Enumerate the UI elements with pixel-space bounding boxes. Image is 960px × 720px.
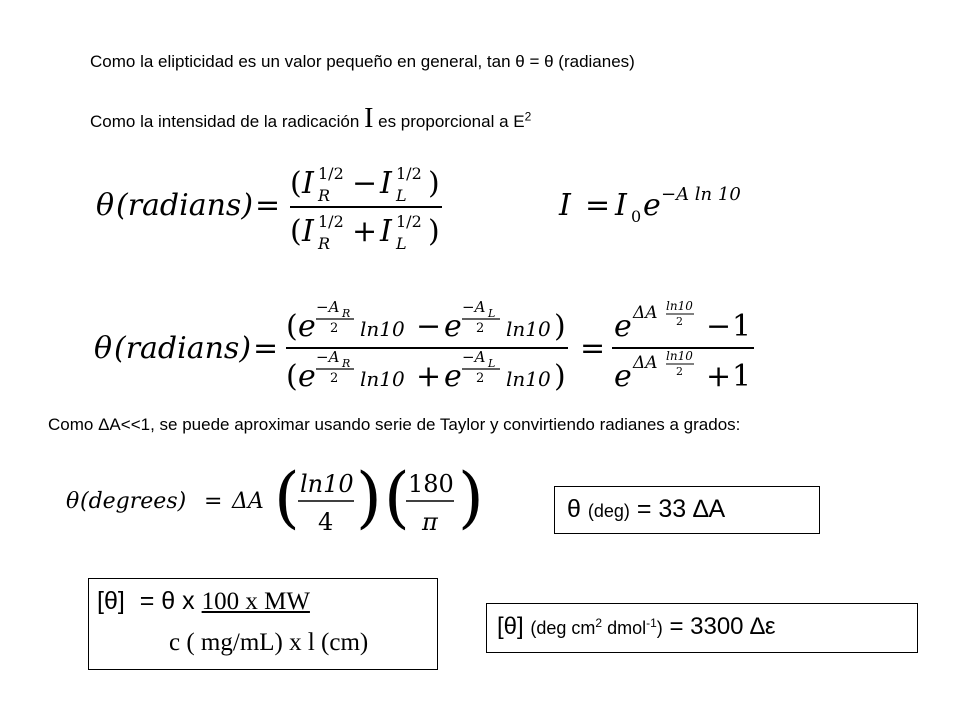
units-box-rest: = 3300 ∆ε (669, 613, 776, 640)
f1-num-R: R (318, 186, 331, 205)
molar-units-box (486, 603, 918, 653)
units-box-unit (530, 618, 662, 638)
f4-degrees: (degrees) (80, 489, 187, 514)
units-box-theta: [θ] (497, 613, 524, 640)
f1-num-I1: I (302, 166, 314, 201)
f3-num-close: ) (554, 309, 566, 344)
f3-theta: θ (94, 331, 113, 366)
f1-den-I1: I (302, 214, 314, 249)
f1-num-half1: 1/2 (318, 164, 344, 183)
f3-r-num-minus: − (706, 309, 732, 344)
f3-den-close: ) (554, 359, 566, 394)
f3-den-ln1: ln10 (360, 367, 405, 391)
f3-r-den-two: 2 (676, 365, 683, 378)
units-unit-pre: (deg cm (530, 618, 596, 638)
f1-den-I2: I (380, 214, 392, 249)
f1-num-I2: I (380, 166, 392, 201)
deg-box-rest: = 33 ∆A (636, 495, 726, 523)
f4-pi: π (422, 508, 438, 536)
units-unit-mid: dmol (602, 618, 647, 638)
f1-den-L: L (396, 234, 407, 253)
f3-den-L: L (488, 357, 496, 370)
f4-paren1-close: ) (356, 459, 382, 536)
f3-den-two2: 2 (476, 371, 485, 386)
units-unit-exp2: -1 (646, 616, 657, 630)
intro-line-intensity (90, 103, 531, 135)
f3-num-AL: −A (462, 298, 486, 316)
units-box-content (497, 613, 776, 641)
intensity-text-post: es proporcional a E (378, 112, 525, 131)
f3-num-ln1: ln10 (360, 317, 405, 341)
f3-den-e2: e (444, 359, 462, 394)
f1-den-open: ( (290, 214, 302, 249)
f3-num-AR: −A (316, 298, 340, 316)
f3-den-AR: −A (316, 348, 340, 366)
f4-paren2-close: ) (458, 459, 484, 536)
f3-r-den-e: e (614, 359, 632, 394)
f3-num-two2: 2 (476, 321, 485, 336)
molar-box-numerator: 100 x MW (201, 588, 310, 615)
f3-equals2: = (580, 331, 606, 366)
intensity-symbol: I (364, 103, 374, 134)
units-unit-exp1: 2 (595, 616, 603, 630)
f3-r-den-plus: + (706, 359, 732, 394)
f3-den-ln2: ln10 (506, 367, 551, 391)
f2-e: e (643, 188, 661, 223)
deg-box-content (567, 495, 725, 524)
f1-den-R: R (318, 234, 331, 253)
f1-num-minus: − (352, 166, 378, 201)
f3-den-e1: e (298, 359, 316, 394)
f3-num-two1: 2 (330, 321, 339, 336)
f3-radians: (radians) (114, 331, 252, 366)
f1-den-half2: 1/2 (396, 212, 422, 231)
f4-theta: θ (66, 489, 80, 514)
f3-r-num-one: 1 (732, 309, 752, 344)
f1-radians: (radians) (116, 188, 254, 223)
deg-box-unit: (deg) (587, 501, 630, 521)
f3-r-num-ln: ln10 (666, 299, 693, 313)
molar-box-denominator: c ( mg/mL) x l (cm) (169, 629, 369, 656)
f3-equals1: = (253, 331, 279, 366)
formula-theta-degrees (62, 458, 492, 548)
f3-num-e1: e (298, 309, 316, 344)
f3-r-den-ln: ln10 (666, 349, 693, 363)
f3-num-e2: e (444, 309, 462, 344)
f3-num-open: ( (286, 309, 298, 344)
f2-equals: = (585, 188, 611, 223)
f3-r-num-e: e (614, 309, 632, 344)
intensity-exponent: 2 (524, 109, 532, 124)
f1-num-L: L (396, 186, 407, 205)
formula-theta-absorbance (88, 290, 778, 400)
intensity-text-pre: Como la intensidad de la radicación (90, 112, 360, 131)
f1-theta: θ (96, 188, 115, 223)
f3-den-two1: 2 (330, 371, 339, 386)
f4-equals: = (204, 489, 223, 514)
f3-den-open: ( (286, 359, 298, 394)
molar-box-theta: [θ] (97, 587, 125, 615)
f1-num-close: ) (428, 166, 440, 201)
intro-line-ellipticity: Como la elipticidad es un valor pequeño en general, tan θ = θ (radianes) (90, 52, 635, 71)
f3-r-num-two: 2 (676, 315, 683, 328)
f3-den-AL: −A (462, 348, 486, 366)
f1-num-open: ( (290, 166, 302, 201)
f3-r-den-dA: ΔA (633, 353, 658, 373)
f3-den-plus: + (416, 359, 442, 394)
f4-paren2-open: ( (384, 459, 410, 536)
f3-num-R: R (342, 307, 351, 320)
f3-num-minus: − (416, 309, 442, 344)
f2-zero: 0 (631, 207, 642, 226)
f1-den-close: ) (428, 214, 440, 249)
f1-den-plus: + (352, 214, 378, 249)
theta-degree-box (554, 486, 820, 534)
molar-box-top-line (97, 587, 310, 616)
f4-180: 180 (408, 470, 454, 498)
f4-paren1-open: ( (274, 459, 300, 536)
f3-den-R: R (342, 357, 351, 370)
intro-line-taylor: Como ΔA<<1, se puede aproximar usando serie de Taylor y convirtiendo radianes a grados: (48, 415, 741, 434)
f3-r-num-dA: ΔA (633, 303, 658, 323)
f3-num-ln2: ln10 (506, 317, 551, 341)
f3-num-L: L (488, 307, 496, 320)
f4-ln10: ln10 (300, 470, 354, 498)
deg-box-theta: θ (567, 495, 581, 523)
molar-box-eq: = θ x (139, 587, 195, 615)
units-unit-post: ) (656, 618, 663, 638)
f1-num-half2: 1/2 (396, 164, 422, 183)
f4-deltaA: ΔA (232, 489, 264, 514)
molar-ellipticity-box (88, 578, 438, 670)
f1-den-half1: 1/2 (318, 212, 344, 231)
f2-exponent: −A ln 10 (661, 184, 741, 205)
f3-r-den-one: 1 (732, 359, 752, 394)
f2-I: I (559, 188, 571, 223)
formula-beer-lambert (555, 170, 785, 230)
f1-equals: = (255, 188, 281, 223)
f2-I0: I (615, 188, 627, 223)
formula-theta-intensity (90, 155, 490, 255)
f4-four: 4 (318, 508, 334, 536)
